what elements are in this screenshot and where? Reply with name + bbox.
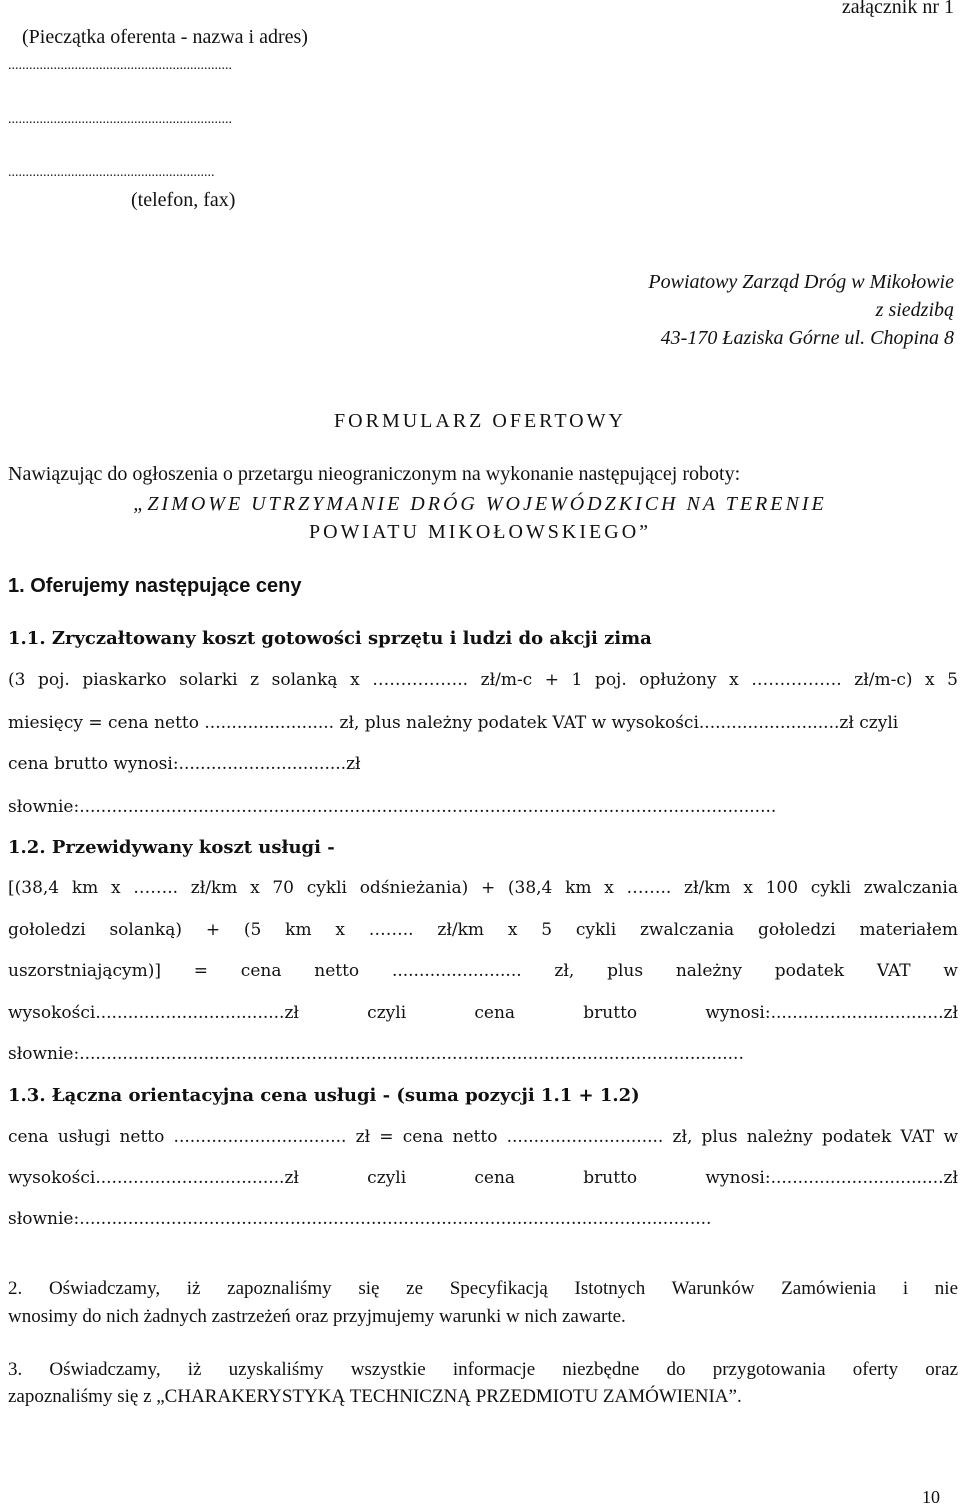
section-1-1-line-2: miesięcy = cena netto ........................ zł, plus należny podatek VAT w wysokości..........................zł czyli [8,713,899,733]
attachment-label: załącznik nr 1 [841,0,954,18]
section-1-3-line-2: wysokości...................................zł czyli cena brutto wynosi:................................zł [8,1168,958,1188]
page-number: 10 [922,1487,940,1507]
section-1-2-heading: 1.2. Przewidywany koszt usługi - [8,837,335,858]
section-1-3-heading: 1.3. Łączna orientacyjna cena usługi - (suma pozycji 1.1 + 1.2) [8,1085,640,1106]
subject-line-2: POWIATU MIKOŁOWSKIEGO” [308,521,652,543]
addressee-line-1: Powiatowy Zarząd Dróg w Mikołowie [648,271,954,293]
section-1-1-line-3: cena brutto wynosi:...............................zł [8,754,361,774]
section-1-2-line-4: wysokości...................................zł czyli cena brutto wynosi:................................zł [8,1003,958,1023]
addressee-line-3: 43-170 Łaziska Górne ul. Chopina 8 [660,327,954,349]
subject-line-1: „ZIMOWE UTRZYMANIE DRÓG WOJEWÓDZKICH NA TERENIE [133,493,827,515]
paragraph-3-line-2: zapoznaliśmy się z „CHARAKERYSTYKĄ TECHNICZNĄ PRZEDMIOTU ZAMÓWIENIA”. [8,1386,742,1407]
paragraph-3-line-1: 3. Oświadczamy, iż uzyskaliśmy wszystkie informacje niezbędne do przygotowania oferty oraz [8,1359,958,1380]
section-1-heading: 1. Oferujemy następujące ceny [8,575,302,597]
section-1-2-line-3: uszorstniającym)] = cena netto ........................ zł, plus należny podatek VAT w [8,961,958,981]
section-1-3-line-3: słownie:..................................................................................................................... [8,1209,712,1229]
stamp-dots-line-2: ................................................................ [8,112,232,127]
section-1-1-line-1: (3 poj. piaskarko solarki z solanką x …………….. zł/m-c + 1 poj. opłużony x ……………. zł/m-c) x 5 [8,670,958,690]
paragraph-2-line-2: wnosimy do nich żadnych zastrzeżeń oraz przyjmujemy warunki w nich zawarte. [8,1306,626,1327]
section-1-2-line-2: gołoledzi solanką) + (5 km x …….. zł/km x 5 cykli zwalczania gołoledzi materiałem [8,920,958,940]
paragraph-2-line-1: 2. Oświadczamy, iż zapoznaliśmy się ze Specyfikacją Istotnych Warunków Zamówienia i nie [8,1278,958,1299]
phone-label: (telefon, fax) [131,189,236,211]
intro-text: Nawiązując do ogłoszenia o przetargu nieograniczonym na wykonanie następującej roboty: [8,463,741,485]
section-1-1-line-4: słownie:................................................................................................................................. [8,797,777,817]
section-1-2-line-5: słownie:........................................................................................................................... [8,1044,744,1064]
section-1-3-line-1: cena usługi netto ................................ zł = cena netto ............................. zł, plus należny podatek VAT w [8,1127,958,1147]
addressee-line-2: z siedzibą [875,299,954,321]
section-1-2-line-1: [(38,4 km x …….. zł/km x 70 cykli odśnieżania) + (38,4 km x …….. zł/km x 100 cykli zwalczania [8,878,958,898]
section-1-1-heading: 1.1. Zryczałtowany koszt gotowości sprzętu i ludzi do akcji zima [8,628,652,649]
stamp-dots-line-1: ................................................................ [8,58,232,73]
stamp-dots-line-3: ........................................................... [8,165,215,180]
form-title: FORMULARZ OFERTOWY [334,410,626,432]
stamp-label: (Pieczątka oferenta - nazwa i adres) [22,26,308,48]
